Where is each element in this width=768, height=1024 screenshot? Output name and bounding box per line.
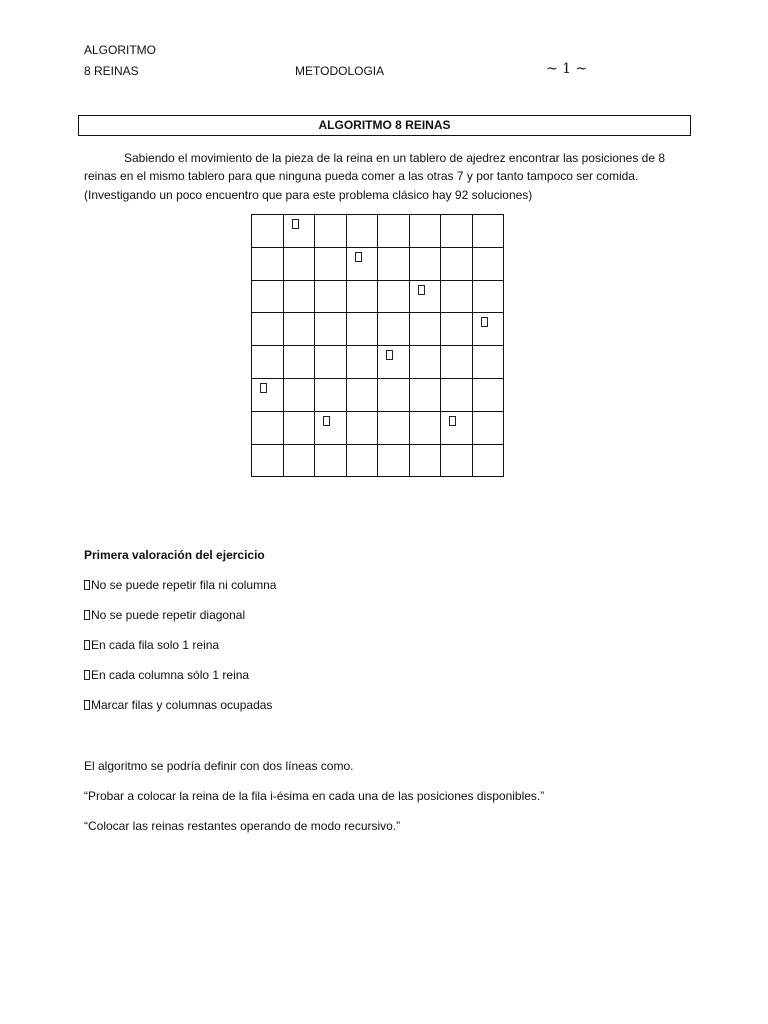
board-cell <box>283 215 315 248</box>
board-cell <box>409 215 441 248</box>
board-cell <box>315 313 347 346</box>
board-row <box>252 444 504 477</box>
board-cell <box>252 280 284 313</box>
board-cell <box>472 378 504 411</box>
header-line-2-center: METODOLOGIA <box>295 64 385 78</box>
board-cell <box>378 346 410 379</box>
queen-placeholder-box-icon <box>386 350 393 360</box>
board-cell <box>441 280 473 313</box>
board-cell <box>378 280 410 313</box>
board-cell <box>409 280 441 313</box>
board-cell <box>378 411 410 444</box>
board-cell <box>409 346 441 379</box>
board-cell <box>315 411 347 444</box>
board-cell <box>315 346 347 379</box>
evaluation-item: Marcar filas y columnas ocupadas <box>84 698 272 712</box>
board-cell <box>441 411 473 444</box>
board-cell <box>378 378 410 411</box>
evaluation-item: En cada columna sólo 1 reina <box>84 668 249 682</box>
board-row <box>252 411 504 444</box>
bullet-box-icon <box>84 580 90 590</box>
board-cell <box>346 444 378 477</box>
header-line-2-left: 8 REINAS <box>84 64 139 78</box>
board-cell <box>378 215 410 248</box>
algorithm-line-1: “Probar a colocar la reina de la fila i-ésima en cada una de las posiciones disponibles.” <box>84 789 545 803</box>
board-cell <box>346 313 378 346</box>
board-cell <box>283 411 315 444</box>
evaluation-item: En cada fila solo 1 reina <box>84 638 219 652</box>
board-row <box>252 247 504 280</box>
board-row <box>252 346 504 379</box>
board-cell <box>252 346 284 379</box>
bullet-box-icon <box>84 610 90 620</box>
queen-placeholder-box-icon <box>323 416 330 426</box>
board-cell <box>283 280 315 313</box>
board-row <box>252 280 504 313</box>
board-cell <box>472 411 504 444</box>
evaluation-heading: Primera valoración del ejercicio <box>84 548 265 562</box>
board-cell <box>441 378 473 411</box>
board-cell <box>441 215 473 248</box>
board-cell <box>252 411 284 444</box>
algorithm-line-2: “Colocar las reinas restantes operando de modo recursivo.” <box>84 819 401 833</box>
board-cell <box>472 280 504 313</box>
bullet-box-icon <box>84 700 90 710</box>
board-cell <box>409 444 441 477</box>
board-cell <box>378 444 410 477</box>
board-cell <box>283 313 315 346</box>
board-cell <box>409 247 441 280</box>
board-row <box>252 313 504 346</box>
algorithm-intro: El algoritmo se podría definir con dos líneas como. <box>84 759 354 773</box>
board-cell <box>472 444 504 477</box>
board-cell <box>378 247 410 280</box>
board-cell <box>472 215 504 248</box>
board-cell <box>441 346 473 379</box>
board-cell <box>252 444 284 477</box>
page-number: ~ 1 ~ <box>546 61 588 77</box>
board-cell <box>315 444 347 477</box>
document-title: ALGORITMO 8 REINAS <box>78 115 691 136</box>
evaluation-item: No se puede repetir fila ni columna <box>84 578 276 592</box>
board-cell <box>283 444 315 477</box>
chess-board <box>251 214 504 477</box>
board-cell <box>283 378 315 411</box>
board-cell <box>315 280 347 313</box>
bullet-box-icon <box>84 670 90 680</box>
board-cell <box>346 346 378 379</box>
board-cell <box>441 444 473 477</box>
board-cell <box>315 378 347 411</box>
board-cell <box>409 411 441 444</box>
board-cell <box>252 247 284 280</box>
board-cell <box>252 378 284 411</box>
header-line-1: ALGORITMO <box>84 43 157 57</box>
board-cell <box>283 346 315 379</box>
board-cell <box>378 313 410 346</box>
queen-placeholder-box-icon <box>481 317 488 327</box>
board-cell <box>315 215 347 248</box>
board-cell <box>346 411 378 444</box>
board-cell <box>441 247 473 280</box>
board-cell <box>346 378 378 411</box>
queen-placeholder-box-icon <box>449 416 456 426</box>
board-cell <box>409 313 441 346</box>
intro-paragraph <box>84 149 684 204</box>
queen-placeholder-box-icon <box>260 383 267 393</box>
board-cell <box>315 247 347 280</box>
board-cell <box>252 215 284 248</box>
board-cell <box>441 313 473 346</box>
board-cell <box>346 247 378 280</box>
board-cell <box>346 215 378 248</box>
board-row <box>252 378 504 411</box>
evaluation-item: No se puede repetir diagonal <box>84 608 245 622</box>
board-cell <box>472 313 504 346</box>
queen-placeholder-box-icon <box>418 285 425 295</box>
board-cell <box>283 247 315 280</box>
board-cell <box>472 247 504 280</box>
board-cell <box>409 378 441 411</box>
queen-placeholder-box-icon <box>292 219 299 229</box>
bullet-box-icon <box>84 640 90 650</box>
board-cell <box>472 346 504 379</box>
board-cell <box>346 280 378 313</box>
board-row <box>252 215 504 248</box>
board-cell <box>252 313 284 346</box>
queen-placeholder-box-icon <box>355 252 362 262</box>
intro-paragraph-text: Sabiendo el movimiento de la pieza de la reina en un tablero de ajedrez encontrar las posiciones de 8 reinas en el mismo tablero para que ninguna pueda comer a las otras 7 y por tanto tampoco ser comida. (Investigando un poco encuentro que para este problema clásico hay 92 soluciones) <box>84 151 666 202</box>
